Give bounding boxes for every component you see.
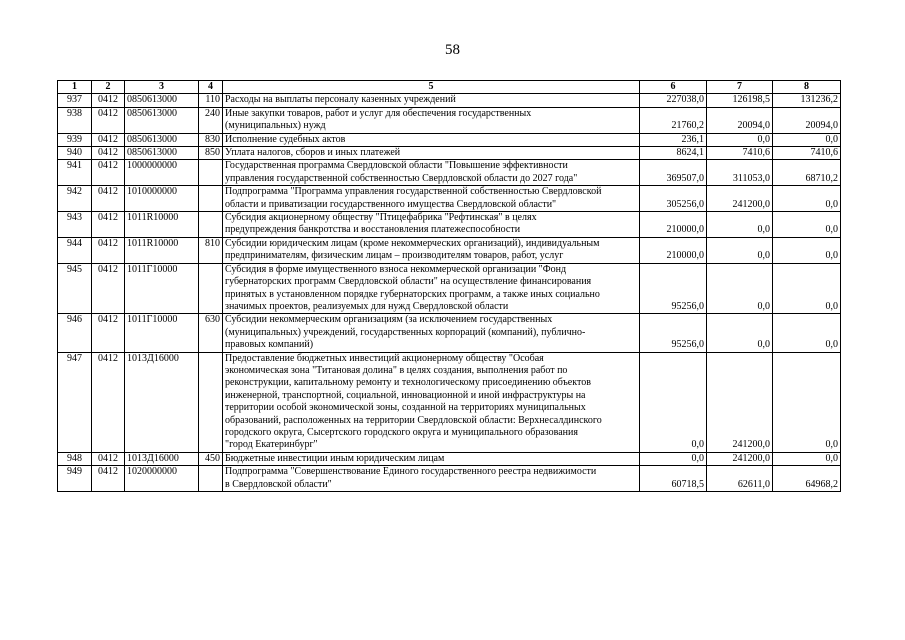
amount-col-8: 0,0: [773, 237, 841, 263]
section-code: 0412: [92, 147, 125, 160]
amount-col-6: 60718,5: [640, 466, 707, 492]
expense-type-code: [199, 466, 223, 492]
amount-col-7: 0,0: [707, 212, 773, 238]
expense-type-code: [199, 212, 223, 238]
amount-col-7: 0,0: [707, 237, 773, 263]
section-code: 0412: [92, 107, 125, 133]
column-header: 7: [707, 81, 773, 94]
amount-col-6: 227038,0: [640, 94, 707, 107]
row-description: Субсидия акционерному обществу "Птицефабрика "Рефтинская" в целях предупреждения банкротства и восстановления платежеспособности: [223, 212, 640, 238]
amount-col-7: 62611,0: [707, 466, 773, 492]
amount-col-7: 20094,0: [707, 107, 773, 133]
row-description: Подпрограмма "Программа управления государственной собственностью Свердловской области и приватизации государственного имущества Свердловской области": [223, 186, 640, 212]
table-row: [58, 314, 841, 352]
amount-col-6: 210000,0: [640, 237, 707, 263]
column-header: 5: [223, 81, 640, 94]
row-number: 939: [58, 133, 92, 146]
expense-type-code: [199, 263, 223, 314]
row-description: Уплата налогов, сборов и иных платежей: [223, 147, 640, 160]
section-code: 0412: [92, 160, 125, 186]
amount-col-8: 0,0: [773, 452, 841, 465]
target-article-code: 0850613000: [125, 147, 199, 160]
column-header: 8: [773, 81, 841, 94]
amount-col-6: 210000,0: [640, 212, 707, 238]
amount-col-7: 0,0: [707, 263, 773, 314]
expense-type-code: 630: [199, 314, 223, 352]
table-row: [58, 94, 841, 107]
row-number: 941: [58, 160, 92, 186]
row-number: 948: [58, 452, 92, 465]
row-description: Субсидии юридическим лицам (кроме некоммерческих организаций), индивидуальным предпринимателям, физическим лицам – производителям товаров, работ, услуг: [223, 237, 640, 263]
table-row: [58, 133, 841, 146]
section-code: 0412: [92, 352, 125, 452]
amount-col-6: 369507,0: [640, 160, 707, 186]
expense-type-code: 240: [199, 107, 223, 133]
target-article-code: 0850613000: [125, 107, 199, 133]
amount-col-7: 0,0: [707, 133, 773, 146]
expense-type-code: [199, 186, 223, 212]
column-header: 4: [199, 81, 223, 94]
table-row: [58, 263, 841, 314]
section-code: 0412: [92, 263, 125, 314]
row-number: 943: [58, 212, 92, 238]
section-code: 0412: [92, 133, 125, 146]
amount-col-7: 0,0: [707, 314, 773, 352]
row-description: Субсидии некоммерческим организациям (за исключением государственных (муниципальных) учреждений, государственных корпораций (компаний), публично- правовых компаний): [223, 314, 640, 352]
row-description: Подпрограмма "Совершенствование Единого государственного реестра недвижимости в Свердловской области": [223, 466, 640, 492]
row-description: Субсидия в форме имущественного взноса некоммерческой организации "Фонд губернаторских программ Свердловской области" на осуществление финансирования принятых в установленном порядке губернаторских программ, а также иных социально значимых проектов, реализуемых для нужд Свердловской области: [223, 263, 640, 314]
expense-type-code: 810: [199, 237, 223, 263]
amount-col-8: 64968,2: [773, 466, 841, 492]
target-article-code: 1010000000: [125, 186, 199, 212]
target-article-code: 1011R10000: [125, 237, 199, 263]
section-code: 0412: [92, 237, 125, 263]
table-row: [58, 186, 841, 212]
target-article-code: 1011Г10000: [125, 263, 199, 314]
amount-col-7: 311053,0: [707, 160, 773, 186]
amount-col-8: 68710,2: [773, 160, 841, 186]
row-number: 945: [58, 263, 92, 314]
budget-table: [57, 80, 841, 492]
target-article-code: 0850613000: [125, 94, 199, 107]
amount-col-8: 20094,0: [773, 107, 841, 133]
amount-col-8: 7410,6: [773, 147, 841, 160]
row-description: Исполнение судебных актов: [223, 133, 640, 146]
target-article-code: 1011R10000: [125, 212, 199, 238]
amount-col-8: 0,0: [773, 263, 841, 314]
row-number: 942: [58, 186, 92, 212]
amount-col-8: 0,0: [773, 314, 841, 352]
amount-col-6: 95256,0: [640, 263, 707, 314]
amount-col-8: 0,0: [773, 352, 841, 452]
expense-type-code: [199, 160, 223, 186]
table-row: [58, 452, 841, 465]
section-code: 0412: [92, 94, 125, 107]
expense-type-code: [199, 352, 223, 452]
row-number: 949: [58, 466, 92, 492]
row-description: Расходы на выплаты персоналу казенных учреждений: [223, 94, 640, 107]
amount-col-6: 95256,0: [640, 314, 707, 352]
target-article-code: 1000000000: [125, 160, 199, 186]
expense-type-code: 110: [199, 94, 223, 107]
section-code: 0412: [92, 212, 125, 238]
row-number: 946: [58, 314, 92, 352]
expense-type-code: 450: [199, 452, 223, 465]
section-code: 0412: [92, 186, 125, 212]
table-row: [58, 147, 841, 160]
row-number: 947: [58, 352, 92, 452]
row-description: Государственная программа Свердловской области "Повышение эффективности управления государственной собственностью Свердловской области до 2027 года": [223, 160, 640, 186]
amount-col-6: 21760,2: [640, 107, 707, 133]
target-article-code: 1020000000: [125, 466, 199, 492]
amount-col-6: 236,1: [640, 133, 707, 146]
amount-col-8: 0,0: [773, 186, 841, 212]
column-header: 6: [640, 81, 707, 94]
expense-type-code: 850: [199, 147, 223, 160]
row-number: 937: [58, 94, 92, 107]
amount-col-6: 0,0: [640, 352, 707, 452]
amount-col-8: 131236,2: [773, 94, 841, 107]
section-code: 0412: [92, 466, 125, 492]
expense-type-code: 830: [199, 133, 223, 146]
table-row: [58, 107, 841, 133]
section-code: 0412: [92, 452, 125, 465]
page-number: 58: [445, 42, 460, 58]
amount-col-8: 0,0: [773, 133, 841, 146]
row-number: 944: [58, 237, 92, 263]
target-article-code: 1013Д16000: [125, 352, 199, 452]
column-header: 1: [58, 81, 92, 94]
table-header-row: [58, 81, 841, 94]
row-number: 938: [58, 107, 92, 133]
target-article-code: 0850613000: [125, 133, 199, 146]
amount-col-6: 305256,0: [640, 186, 707, 212]
target-article-code: 1013Д16000: [125, 452, 199, 465]
row-number: 940: [58, 147, 92, 160]
amount-col-7: 7410,6: [707, 147, 773, 160]
row-description: Иные закупки товаров, работ и услуг для обеспечения государственных (муниципальных) нужд: [223, 107, 640, 133]
table-row: [58, 160, 841, 186]
amount-col-6: 8624,1: [640, 147, 707, 160]
amount-col-7: 241200,0: [707, 352, 773, 452]
table-row: [58, 212, 841, 238]
amount-col-7: 241200,0: [707, 186, 773, 212]
target-article-code: 1011Г10000: [125, 314, 199, 352]
column-header: 3: [125, 81, 199, 94]
amount-col-8: 0,0: [773, 212, 841, 238]
column-header: 2: [92, 81, 125, 94]
table-row: [58, 352, 841, 452]
amount-col-7: 241200,0: [707, 452, 773, 465]
section-code: 0412: [92, 314, 125, 352]
table-row: [58, 466, 841, 492]
amount-col-7: 126198,5: [707, 94, 773, 107]
row-description: Предоставление бюджетных инвестиций акционерному обществу "Особая экономическая зона "Титановая долина" в целях создания, выполнения работ по реконструкции, капитальному ремонту и технологическому присоединению объектов инженерной, транспортной, социальной, инновационной и иной инфраструктуры на территории особой экономической зоны, созданной на территориях муниципальных образований, расположенных на территории Свердловской области: Верхнесалдинского городского округа, Сысертского городского округа и муниципального образования "город Екатеринбург": [223, 352, 640, 452]
table-row: [58, 237, 841, 263]
row-description: Бюджетные инвестиции иным юридическим лицам: [223, 452, 640, 465]
amount-col-6: 0,0: [640, 452, 707, 465]
